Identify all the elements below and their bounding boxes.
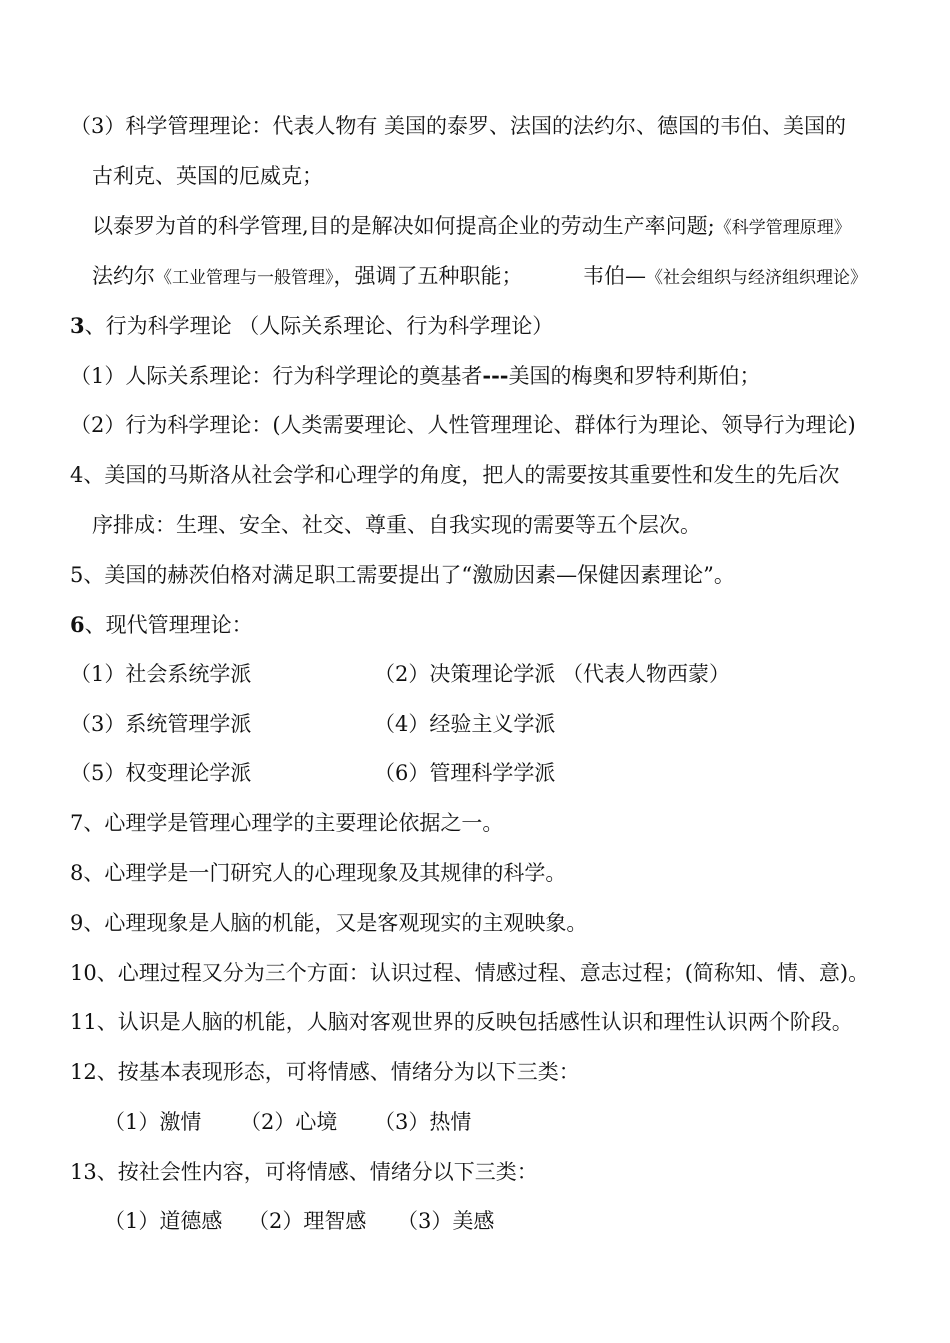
fayol-book-title: 《工业管理与一般管理》 (155, 268, 334, 288)
emotion-type: （3）热情 (374, 1110, 472, 1134)
item-10: 10、心理过程又分为三个方面：认识过程、情感过程、意志过程；(简称知、情、意)。 (70, 961, 870, 985)
item-6-heading (70, 611, 253, 639)
school-item: （3）系统管理学派 (70, 712, 252, 736)
taylor-purpose-text: 以泰罗为首的科学管理,目的是解决如何提高企业的劳动生产率问题; (92, 214, 715, 238)
item-3-point-1-c: 美国的梅奥和罗特利斯伯； (508, 364, 761, 388)
item-6-number: 6 (70, 612, 85, 637)
sci-mgmt-line-4 (92, 262, 523, 292)
item-11: 11、认识是人脑的机能，人脑对客观世界的反映包括感性认识和理性认识两个阶段。 (70, 1010, 853, 1034)
item-4-line-1: 4、美国的马斯洛从社会学和心理学的角度，把人的需要按其重要性和发生的先后次 (70, 463, 840, 487)
item-9: 9、心理现象是人脑的机能，又是客观现实的主观映象。 (70, 911, 588, 935)
sci-mgmt-line-1: （3）科学管理理论：代表人物有 美国的泰罗、法国的法约尔、德国的韦伯、美国的 (70, 114, 847, 138)
item-3-title: 、行为科学理论 （人际关系理论、行为科学理论） (84, 314, 554, 338)
item-4-line-2: 序排成：生理、安全、社交、尊重、自我实现的需要等五个层次。 (92, 513, 701, 537)
sci-mgmt-line-3 (92, 212, 851, 242)
school-item: （4）经验主义学派 (374, 712, 556, 736)
item-3-heading (70, 312, 553, 340)
item-3-point-1-a: （1）人际关系理论：行为科学理论的奠基者 (70, 364, 483, 388)
item-5: 5、美国的赫茨伯格对满足职工需要提出了“激励因素—保健因素理论”。 (70, 563, 735, 587)
emotion-type: （2）心境 (240, 1110, 338, 1134)
item-13-title: 13、按社会性内容，可将情感、情绪分以下三类： (70, 1160, 538, 1184)
school-item: （5）权变理论学派 (70, 761, 252, 785)
school-item: （1）社会系统学派 (70, 662, 252, 686)
item-3-dashes: --- (482, 363, 509, 388)
sci-mgmt-line-2: 古利克、英国的厄威克； (92, 164, 323, 188)
school-item: （2）决策理论学派 （代表人物西蒙） (374, 662, 731, 686)
weber-name: 韦伯— (583, 264, 646, 288)
weber-book-title: 《社会组织与经济组织理论》 (646, 268, 867, 288)
emotion-type: （3）美感 (397, 1209, 495, 1233)
fayol-note: ，强调了五种职能； (333, 264, 523, 288)
item-12-title: 12、按基本表现形态，可将情感、情绪分为以下三类： (70, 1060, 580, 1084)
emotion-type: （2）理智感 (248, 1209, 367, 1233)
item-8: 8、心理学是一门研究人的心理现象及其规律的科学。 (70, 861, 567, 885)
item-6-title: 、现代管理理论： (84, 613, 253, 637)
item-3-point-1 (70, 362, 761, 390)
school-item: （6）管理科学学派 (374, 761, 556, 785)
emotion-type: （1）道德感 (104, 1209, 223, 1233)
item-7: 7、心理学是管理心理学的主要理论依据之一。 (70, 811, 504, 835)
weber-line (583, 262, 867, 292)
item-3-point-2: （2）行为科学理论：(人类需要理论、人性管理理论、群体行为理论、领导行为理论) (70, 413, 856, 437)
item-3-number: 3 (70, 313, 85, 338)
emotion-type: （1）激情 (104, 1110, 202, 1134)
fayol-name: 法约尔 (92, 264, 155, 288)
taylor-book-title: 《科学管理原理》 (714, 218, 851, 238)
